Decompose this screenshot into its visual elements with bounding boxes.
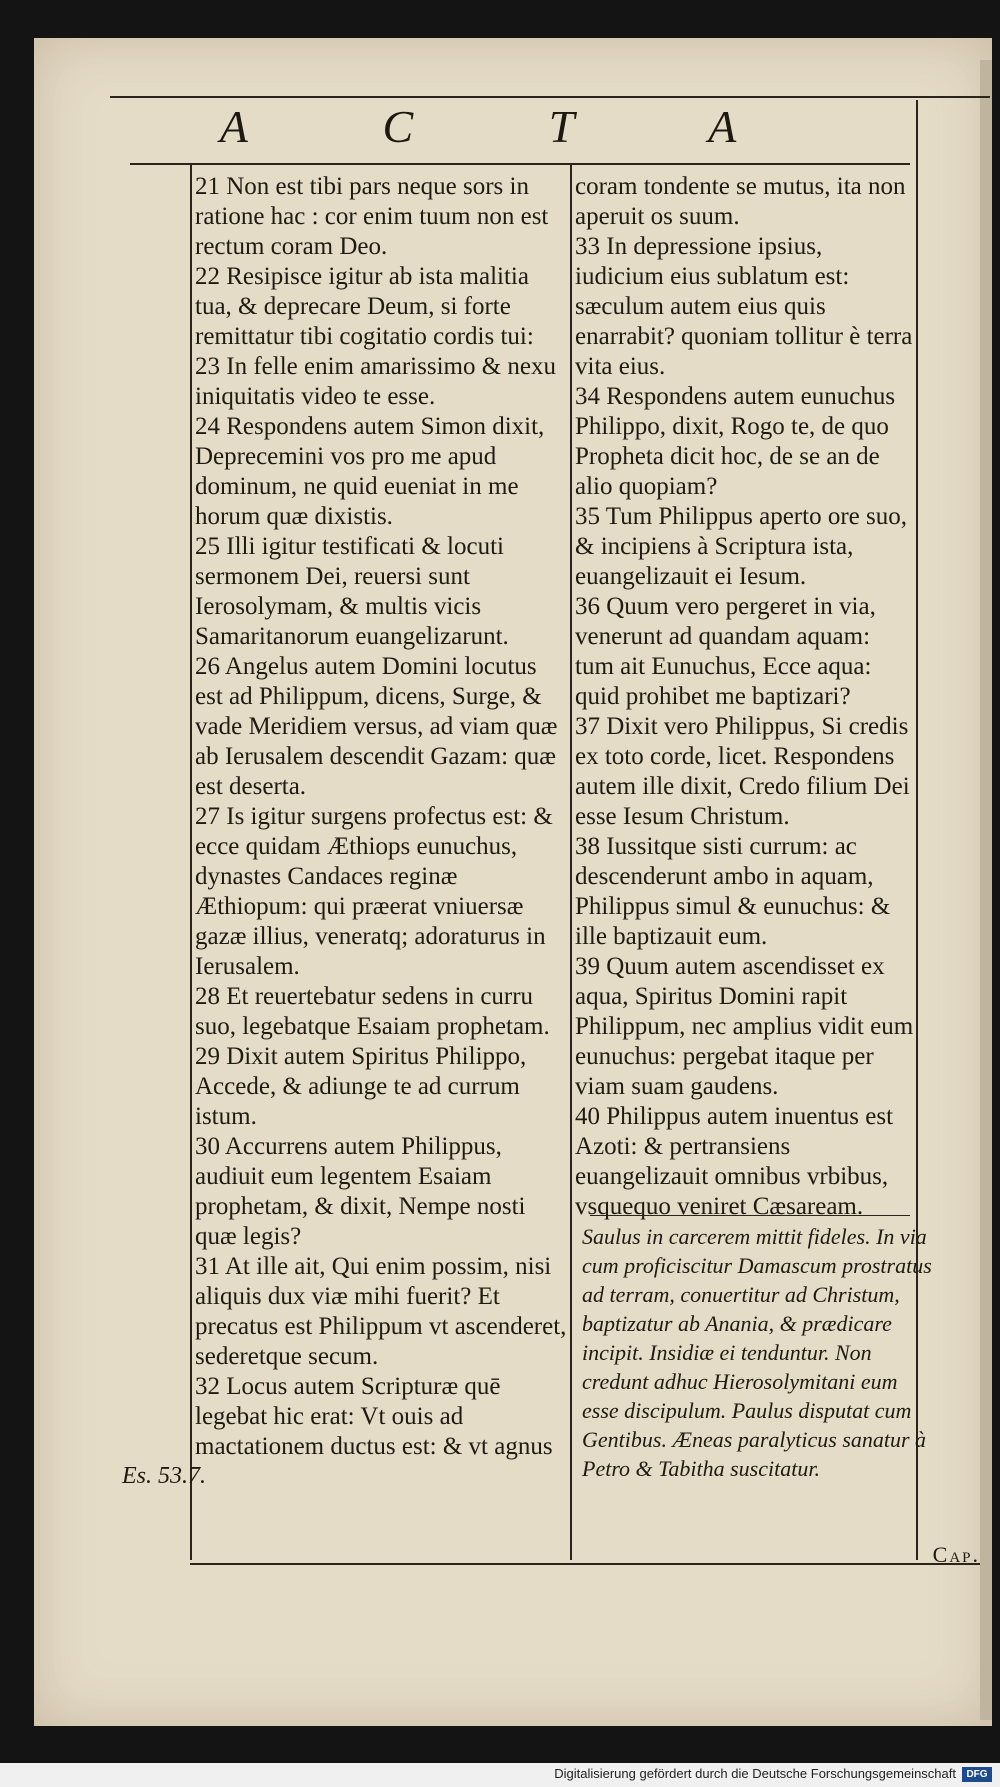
left-frame-rule	[190, 165, 192, 1560]
header-rule-bottom	[130, 163, 910, 165]
verse: 27 Is igitur surgens profectus est: & ecce quidam Æthiops eunuchus, dynastes Candaces reginæ Æthiopum: qui præerat vniuersæ gazæ illius, veneratq; adoraturus in Ierusalem.	[195, 803, 553, 980]
verse: 32 Locus autem Scripturæ quē legebat hic erat: Vt ouis ad mactationem ductus est: & vt agnus	[195, 1373, 553, 1460]
verse: 40 Philippus autem inuentus est Azoti: & pertransiens euangelizauit omnibus vrbibus, vsquequo veniret Cæsaream.	[575, 1103, 894, 1220]
verse: 37 Dixit vero Philippus, Si credis ex toto corde, licet. Respondens autem ille dixit, Credo filium Dei esse Iesum Christum.	[575, 713, 910, 830]
verse: 35 Tum Philippus aperto ore suo, & incipiens à Scriptura ista, euangelizauit ei Iesum.	[575, 503, 907, 590]
column-divider	[570, 165, 572, 1560]
header-rule-top	[110, 96, 990, 98]
verse: 21 Non est tibi pars neque sors in ratione hac : cor enim tuum non est rectum coram Deo.	[195, 173, 549, 260]
verse: 34 Respondens autem eunuchus Philippo, dixit, Rogo te, de quo Propheta dicit hoc, de se an de alio quopiam?	[575, 383, 896, 500]
catchword: Cap.	[932, 1542, 980, 1567]
right-column	[575, 172, 915, 1222]
margin-reference: Es. 53.7.	[122, 1463, 206, 1489]
verse: 39 Quum autem ascendisset ex aqua, Spiritus Domini rapit Philippum, nec amplius vidit eum eunuchus: pergebat itaque per viam suam gaudens.	[575, 953, 914, 1100]
summary-text: Saulus in carcerem mittit fideles. In via cum proficiscitur Damascum prostratus ad terram, conuertitur ad Christum, baptizatur ab Anania, & prædicare incipit. Insidiæ ei tenduntur. Non credunt adhuc Hierosolymitani eum esse discipulum. Paulus disputat cum Gentibus. Æneas paralyticus sanatur à Petro & Tabitha suscitatur.	[582, 1224, 932, 1481]
digitization-credit: Digitalisierung gefördert durch die Deutsche Forschungsgemeinschaft	[554, 1766, 956, 1781]
verse: 29 Dixit autem Spiritus Philippo, Accede, & adiunge te ad currum istum.	[195, 1043, 527, 1130]
verse: 30 Accurrens autem Philippus, audiuit eum legentem Esaiam prophetam, & dixit, Nempe nosti quæ legis?	[195, 1133, 526, 1250]
verse: 25 Illi igitur testificati & locuti sermonem Dei, reuersi sunt Ierosolymam, & multis vicis Samaritanorum euangelizarunt.	[195, 533, 509, 650]
verse: 36 Quum vero pergeret in via, venerunt ad quandam aquam: tum ait Eunuchus, Ecce aqua: quid prohibet me baptizari?	[575, 593, 876, 710]
left-column	[195, 172, 567, 1462]
verse: 22 Resipisce igitur ab ista malitia tua, & deprecare Deum, si forte remittatur tibi cogitatio cordis tui:	[195, 263, 534, 350]
dfg-logo-icon: DFG	[962, 1767, 992, 1782]
page-edge	[980, 60, 992, 1720]
verse: 28 Et reuertebatur sedens in curru suo, legebatque Esaiam prophetam.	[195, 983, 550, 1040]
verse: 31 At ille ait, Qui enim possim, nisi aliquis dux viæ mihi fuerit? Et precatus est Philippum vt ascenderet, sederetque secum.	[195, 1253, 567, 1370]
chapter-summary	[582, 1222, 934, 1483]
verse: coram tondente se mutus, ita non aperuit os suum.	[575, 173, 906, 230]
verse: 24 Respondens autem Simon dixit, Deprecemini vos pro me apud dominum, ne quid eueniat in me horum quæ dixistis.	[195, 413, 545, 530]
verse: 33 In depressione ipsius, iudicium eius sublatum est: sæculum autem eius quis enarrabit? quoniam tollitur è terra vita eius.	[575, 233, 913, 380]
running-head: A C T A	[219, 101, 799, 152]
footer-rule	[190, 1563, 980, 1565]
verse: 38 Iussitque sisti currum: ac descenderunt ambo in aquam, Philippus simul & eunuchus: & ille baptizauit eum.	[575, 833, 891, 950]
verse: 26 Angelus autem Domini locutus est ad Philippum, dicens, Surge, & vade Meridiem versus, ad viam quæ ab Ierusalem descendit Gazam: quæ est deserta.	[195, 653, 558, 800]
verse: 23 In felle enim amarissimo & nexu iniquitatis video te esse.	[195, 353, 557, 410]
